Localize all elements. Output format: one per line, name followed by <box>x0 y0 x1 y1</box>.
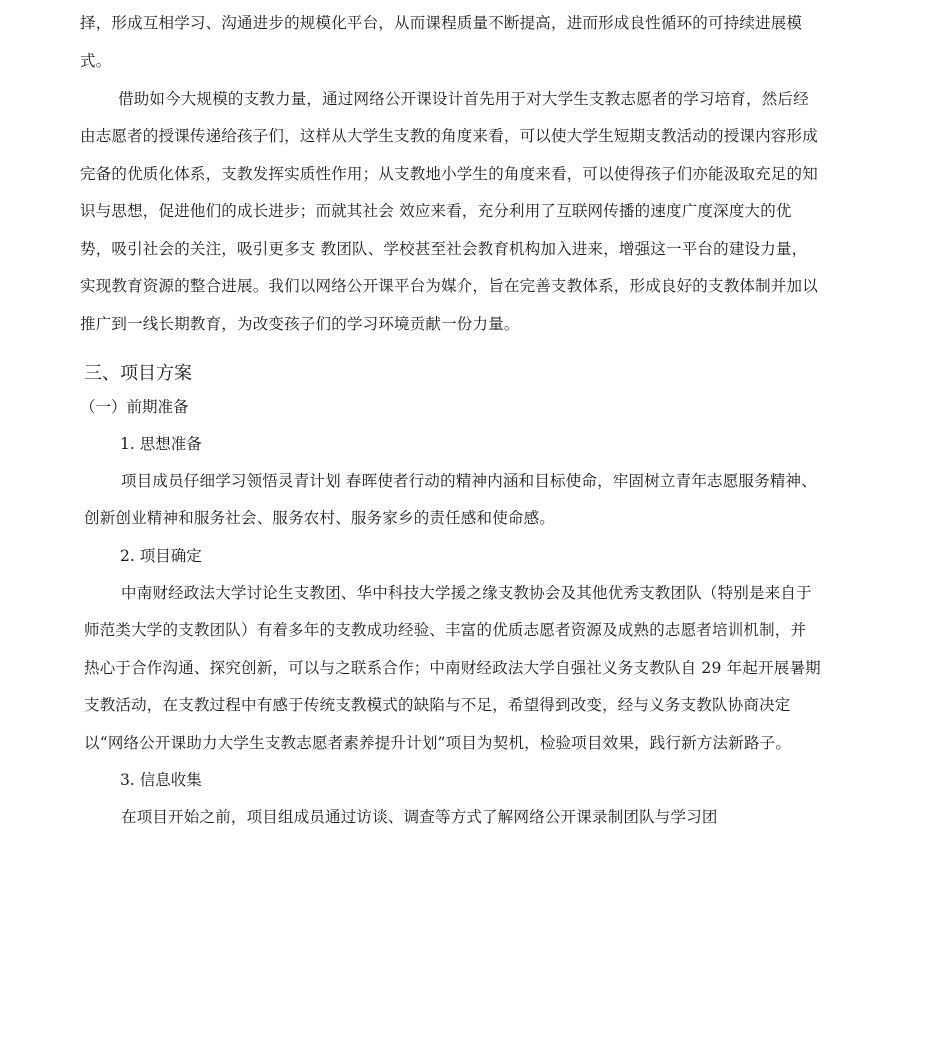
paragraph-line: 由志愿者的授课传递给孩子们，这样从大学生支教的角度来看，可以使大学生短期支教活动的授课内容形成 <box>80 127 818 145</box>
paragraph-line: 势，吸引社会的关注，吸引更多支 教团队、学校甚至社会教育机构加入进来，增强这一平台的建设力量， <box>80 240 808 258</box>
paragraph-line: 推广到一线长期教育，为改变孩子们的学习环境贡献一份力量。 <box>80 315 520 333</box>
paragraph-line: 借助如今大规模的支教力量，通过网络公开课设计首先用于对大学生支教志愿者的学习培育，然后经 <box>118 90 809 108</box>
paragraph-line: 项目成员仔细学习领悟灵青计划 春晖使者行动的精神内涵和目标使命，牢固树立青年志愿服务精神、 <box>121 472 817 490</box>
paragraph-line: 式。 <box>80 52 112 70</box>
item-heading: 3. 信息收集 <box>120 771 202 789</box>
paragraph-line: 支教活动，在支教过程中有感于传统支教模式的缺陷与不足，希望得到改变，经与义务支教队协商决定 <box>84 696 791 714</box>
paragraph-line: 识与思想，促进他们的成长进步；而就其社会 效应来看，充分利用了互联网传播的速度广度深度大的优 <box>80 202 792 220</box>
paragraph-line: 完备的优质化体系，支教发挥实质性作用；从支教地小学生的角度来看，可以使得孩子们亦能汲取充足的知 <box>80 165 818 183</box>
paragraph-line: 在项目开始之前，项目组成员通过访谈、调查等方式了解网络公开课录制团队与学习团 <box>121 808 718 826</box>
paragraph-line: 热心于合作沟通、探究创新，可以与之联系合作；中南财经政法大学自强社义务支教队自 29 年起开展暑期 <box>84 659 821 677</box>
item-heading: 2. 项目确定 <box>120 547 202 565</box>
paragraph-line: 以“网络公开课助力大学生支教志愿者素养提升计划”项目为契机，检验项目效果，践行新方法新路子。 <box>84 734 792 752</box>
paragraph-line: 择，形成互相学习、沟通进步的规模化平台，从而课程质量不断提高，进而形成良性循环的可持续进展模 <box>80 14 803 32</box>
paragraph-line: 中南财经政法大学讨论生支教团、华中科技大学援之缘支教协会及其他优秀支教团队（特别是来自于 <box>121 584 812 602</box>
subsection-heading: （一）前期准备 <box>80 398 189 416</box>
paragraph-line: 实现教育资源的整合进展。我们以网络公开课平台为媒介，旨在完善支教体系，形成良好的支教体制并加以 <box>80 277 818 295</box>
section-heading: 三、项目方案 <box>84 363 192 384</box>
paragraph-line: 师范类大学的支教团队）有着多年的支教成功经验、丰富的优质志愿者资源及成熟的志愿者培训机制，并 <box>84 621 807 639</box>
item-heading: 1. 思想准备 <box>120 435 202 453</box>
paragraph-line: 创新创业精神和服务社会、服务农村、服务家乡的责任感和使命感。 <box>84 509 556 527</box>
